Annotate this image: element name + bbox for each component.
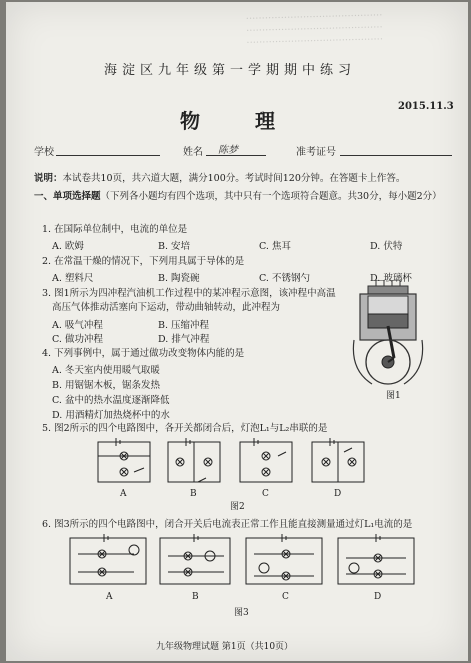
section-one-header [34,190,454,204]
exam-sheet [6,2,468,661]
question-6-stem: 6. 图3所示的四个电路图中，闭合开关后电流表正常工作且能直接测量通过灯L₁电流的是 [42,519,413,530]
fields-row [34,143,454,157]
q2-option-d[interactable]: D. 玻璃杯 [370,273,412,284]
question-5-stem: 5. 图2所示的四个电路图中，各开关都闭合后，灯泡L₁与L₂串联的是 [42,423,328,434]
exam-title: 海淀区九年级第一学期期中练习 [104,63,357,78]
exam-date: 2015.11.3 [398,101,454,112]
q2-option-b[interactable]: B. 陶瓷碗 [158,273,200,284]
q3-option-c[interactable]: C. 做功冲程 [52,334,103,345]
section-one-desc: （下列各小题均有四个选项，其中只有一个选项符合题意。共30分，每小题2分） [100,191,442,202]
fig3-label-c: C [282,592,289,602]
question-2-stem: 2. 在常温干燥的情况下，下列用具属于导体的是 [42,256,245,267]
fig3-label-b: B [192,592,199,602]
figure-1-label: 图1 [386,391,401,401]
section-one-title: 一、单项选择题 [34,191,101,202]
notice [34,170,454,184]
bleed-through-text: ........................................... ........................................... ........................................... [245,7,384,46]
page-footer: 九年级物理试题 第1页（共10页） [156,642,294,652]
fig2-label-c: C [262,489,269,499]
name-value: 陈梦 [218,145,238,156]
notice-text: 本试卷共10页，共六道大题，满分100分。考试时间120分钟。在答题卡上作答。 [62,173,406,184]
fig2-label-a: A [120,489,127,499]
figure-1-engine-diagram [346,280,436,388]
question-3-stem-line-1: 3. 图1所示为四冲程汽油机工作过程中的某冲程示意图，该冲程中高温 [42,288,336,299]
q3-option-b[interactable]: B. 压缩冲程 [158,320,210,331]
exam-no-label: 准考证号 [296,147,336,158]
fig2-label-b: B [190,489,197,499]
q2-option-a[interactable]: A. 塑料尺 [52,273,94,284]
q1-option-b[interactable]: B. 安培 [158,241,191,252]
exam-no-field[interactable] [340,144,452,156]
school-field[interactable] [56,144,160,156]
fig3-label-d: D [374,592,382,602]
q4-option-a[interactable]: A. 冬天室内使用暖气取暖 [52,365,160,376]
q4-option-d[interactable]: D. 用酒精灯加热烧杯中的水 [52,410,170,421]
notice-label: 说明： [34,173,63,184]
figure-2-circuits [90,438,380,496]
question-3-stem-line-2: 高压气体推动活塞向下运动，带动曲轴转动，此冲程为 [52,302,281,313]
school-label: 学校 [34,147,54,158]
name-label: 姓名 [183,147,203,158]
q3-option-d[interactable]: D. 排气冲程 [158,334,210,345]
figure-2-label: 图2 [230,502,245,512]
q3-option-a[interactable]: A. 吸气冲程 [52,320,103,331]
q2-option-c[interactable]: C. 不锈钢勺 [259,273,310,284]
subject-title: 物 理 [180,109,299,133]
q1-option-c[interactable]: C. 焦耳 [259,241,291,252]
figure-3-label: 图3 [234,608,249,618]
question-1-stem: 1. 在国际单位制中，电流的单位是 [42,224,188,235]
q1-option-d[interactable]: D. 伏特 [370,241,403,252]
q4-option-b[interactable]: B. 用锯锯木板，锯条发热 [52,380,161,391]
fig3-label-a: A [106,592,113,602]
figure-3-circuits [64,532,424,594]
q1-option-a[interactable]: A. 欧姆 [52,241,84,252]
fig2-label-d: D [334,489,342,499]
question-4-stem: 4. 下列事例中，属于通过做功改变物体内能的是 [42,348,245,359]
q4-option-c[interactable]: C. 盆中的热水温度逐渐降低 [52,395,170,406]
